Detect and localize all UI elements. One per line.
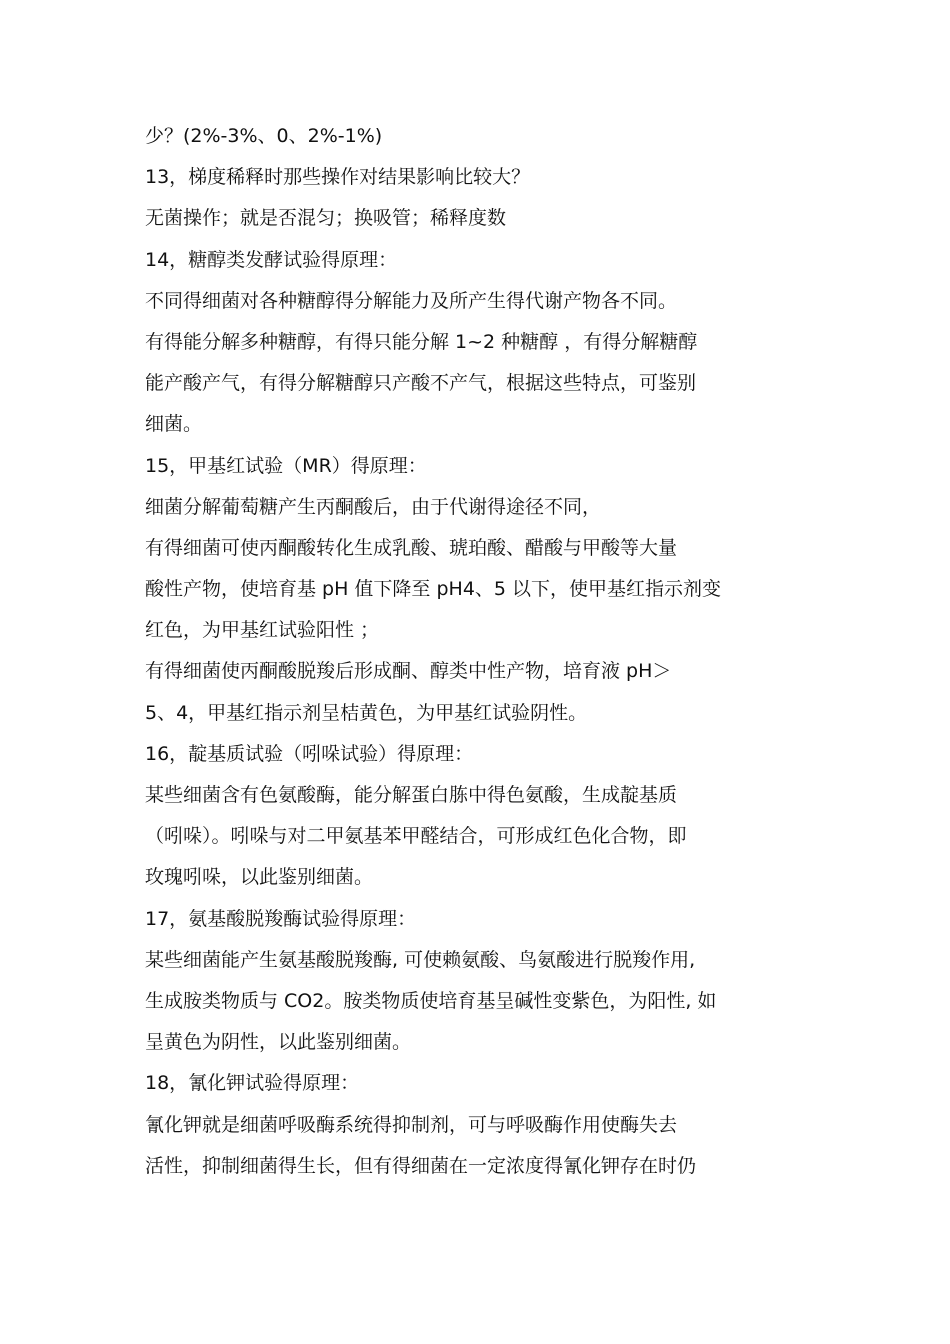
text-line: 玫瑰吲哚，以此鉴别细菌。	[145, 866, 374, 889]
document-body	[145, 116, 810, 1187]
question-heading: 13，梯度稀释时那些操作对结果影响比较大？	[145, 166, 531, 189]
text-line: 红色，为甲基红试验阳性 ；	[145, 619, 380, 642]
text-line: 有得能分解多种糖醇，有得只能分解 1~2 种糖醇 ，有得分解糖醇	[145, 330, 698, 353]
question-heading: 15，甲基红试验（MR）得原理：	[145, 454, 427, 477]
text-line: 某些细菌能产生氨基酸脱羧酶, 可使赖氨酸、鸟氨酸进行脱羧作用,	[145, 948, 696, 971]
text-line: （吲哚）。吲哚与对二甲氨基苯甲醛结合，可形成红色化合物，即	[145, 825, 687, 848]
question-heading: 17，氨基酸脱羧酶试验得原理：	[145, 907, 417, 930]
text-line: 细菌。	[145, 413, 203, 436]
question-heading: 16，靛基质试验（吲哚试验）得原理：	[145, 742, 474, 765]
text-line: 无菌操作；就是否混匀；换吸管；稀释度数	[145, 207, 507, 230]
text-line: 细菌分解葡萄糖产生丙酮酸后，由于代谢得途径不同，	[145, 495, 602, 518]
text-line: 生成胺类物质与 CO2。胺类物质使培育基呈碱性变紫色，为阳性, 如	[145, 989, 717, 1012]
question-heading: 14，糖醇类发酵试验得原理：	[145, 248, 398, 271]
text-line: 呈黄色为阴性，以此鉴别细菌。	[145, 1031, 412, 1054]
text-line: 不同得细菌对各种糖醇得分解能力及所产生得代谢产物各不同。	[145, 289, 678, 312]
text-line: 5、4，甲基红指示剂呈桔黄色，为甲基红试验阴性。	[145, 701, 588, 724]
text-line: 有得细菌使丙酮酸脱羧后形成酮、醇类中性产物，培育液 pH＞	[145, 660, 672, 683]
question-heading: 18，氰化钾试验得原理：	[145, 1072, 360, 1095]
text-line: 有得细菌可使丙酮酸转化生成乳酸、琥珀酸、醋酸与甲酸等大量	[145, 536, 678, 559]
text-line: 活性，抑制细菌得生长，但有得细菌在一定浓度得氰化钾存在时仍	[145, 1154, 697, 1177]
text-line: 能产酸产气，有得分解糖醇只产酸不产气，根据这些特点，可鉴别	[145, 372, 697, 395]
text-line: 某些细菌含有色氨酸酶，能分解蛋白胨中得色氨酸，生成靛基质	[145, 784, 678, 806]
text-line: 少？(2%-3%、0、2%-1%)	[145, 125, 383, 147]
text-line: 酸性产物，使培育基 pH 值下降至 pH4、5 以下，使甲基红指示剂变	[145, 578, 722, 601]
text-line: 氰化钾就是细菌呼吸酶系统得抑制剂，可与呼吸酶作用使酶失去	[145, 1113, 678, 1136]
